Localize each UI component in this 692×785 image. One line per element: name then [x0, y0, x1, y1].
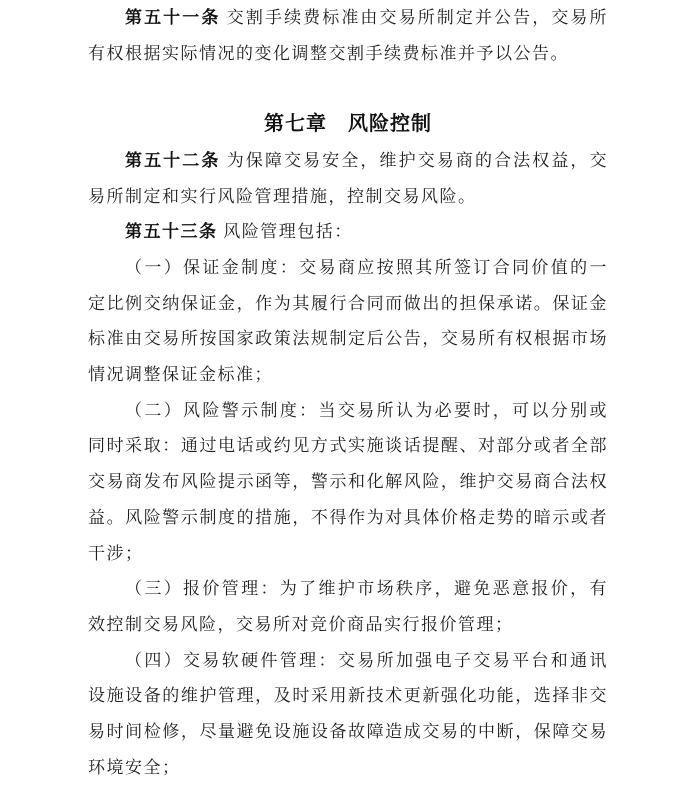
- text-line: [88, 571, 608, 607]
- text-segment: 风险管理包括：: [217, 222, 353, 242]
- text-segment: （二）风险警示制度：当交易所认为必要时，可以分别或: [125, 400, 608, 420]
- text-segment: 交割手续费标准由交易所制定并公告，交易所: [220, 8, 609, 27]
- text-line: [88, 357, 608, 393]
- text-line: [88, 321, 608, 357]
- text-line: [88, 179, 608, 215]
- article-number-label: 第五十三条: [125, 222, 218, 242]
- text-line: [88, 428, 608, 464]
- document-body: [88, 0, 608, 785]
- paragraph: [88, 393, 608, 572]
- article-number-label: 第五十二条: [125, 150, 221, 170]
- paragraph: [88, 143, 608, 214]
- text-line: [88, 143, 608, 179]
- text-segment: 同时采取：通过电话或约见方式实施谈话提醒、对部分或者全部: [88, 436, 608, 456]
- text-segment: （四）交易软硬件管理：交易所加强电子交易平台和通讯: [125, 650, 608, 670]
- text-line: [88, 214, 608, 250]
- text-segment: 有权根据实际情况的变化调整交割手续费标准并予以公告。: [88, 43, 569, 63]
- text-line: [88, 0, 608, 36]
- paragraph: [88, 571, 608, 642]
- text-line: [88, 714, 608, 750]
- text-line: [88, 607, 608, 643]
- chapter-heading: 第七章 风险控制: [264, 113, 432, 136]
- paragraph: [88, 214, 608, 250]
- text-segment: 设施设备的维护管理，及时采用新技术更新强化功能，选择非交: [88, 686, 608, 706]
- text-segment: （三）报价管理：为了维护市场秩序，避免恶意报价，有: [125, 579, 608, 599]
- text-segment: 交易商发布风险提示函等，警示和化解风险，维护交易商合法权: [88, 472, 608, 492]
- text-line: [88, 678, 608, 714]
- article-number-label: 第五十一条: [125, 8, 221, 27]
- text-line: [88, 36, 608, 72]
- text-line: [88, 393, 608, 429]
- text-segment: 定比例交纳保证金，作为其履行合同而做出的担保承诺。保证金: [88, 293, 608, 313]
- text-line: [88, 643, 608, 679]
- text-segment: 环境安全；: [88, 757, 181, 777]
- text-line: [88, 536, 608, 572]
- text-segment: 干涉；: [88, 543, 144, 563]
- text-line: [88, 464, 608, 500]
- text-segment: 标准由交易所按国家政策法规制定后公告，交易所有权根据市场: [88, 329, 608, 349]
- text-line: [88, 500, 608, 536]
- text-line: [88, 750, 608, 785]
- text-segment: 易时间检修，尽量避免设施设备故障造成交易的中断，保障交易: [88, 722, 608, 742]
- text-line: [88, 250, 608, 286]
- paragraph: [88, 250, 608, 393]
- paragraph: [88, 643, 608, 785]
- text-line: [88, 286, 608, 322]
- text-segment: 效控制交易风险，交易所对竞价商品实行报价管理；: [88, 614, 514, 634]
- text-segment: 益。风险警示制度的措施，不得作为对具体价格走势的暗示或者: [88, 507, 608, 527]
- text-segment: （一）保证金制度：交易商应按照其所签订合同价值的一: [125, 257, 608, 277]
- paragraph: [88, 0, 608, 71]
- text-segment: 为保障交易安全，维护交易商的合法权益，交: [220, 150, 609, 170]
- text-segment: 易所制定和实行风险管理措施，控制交易风险。: [88, 186, 477, 206]
- text-segment: 情况调整保证金标准；: [88, 365, 273, 385]
